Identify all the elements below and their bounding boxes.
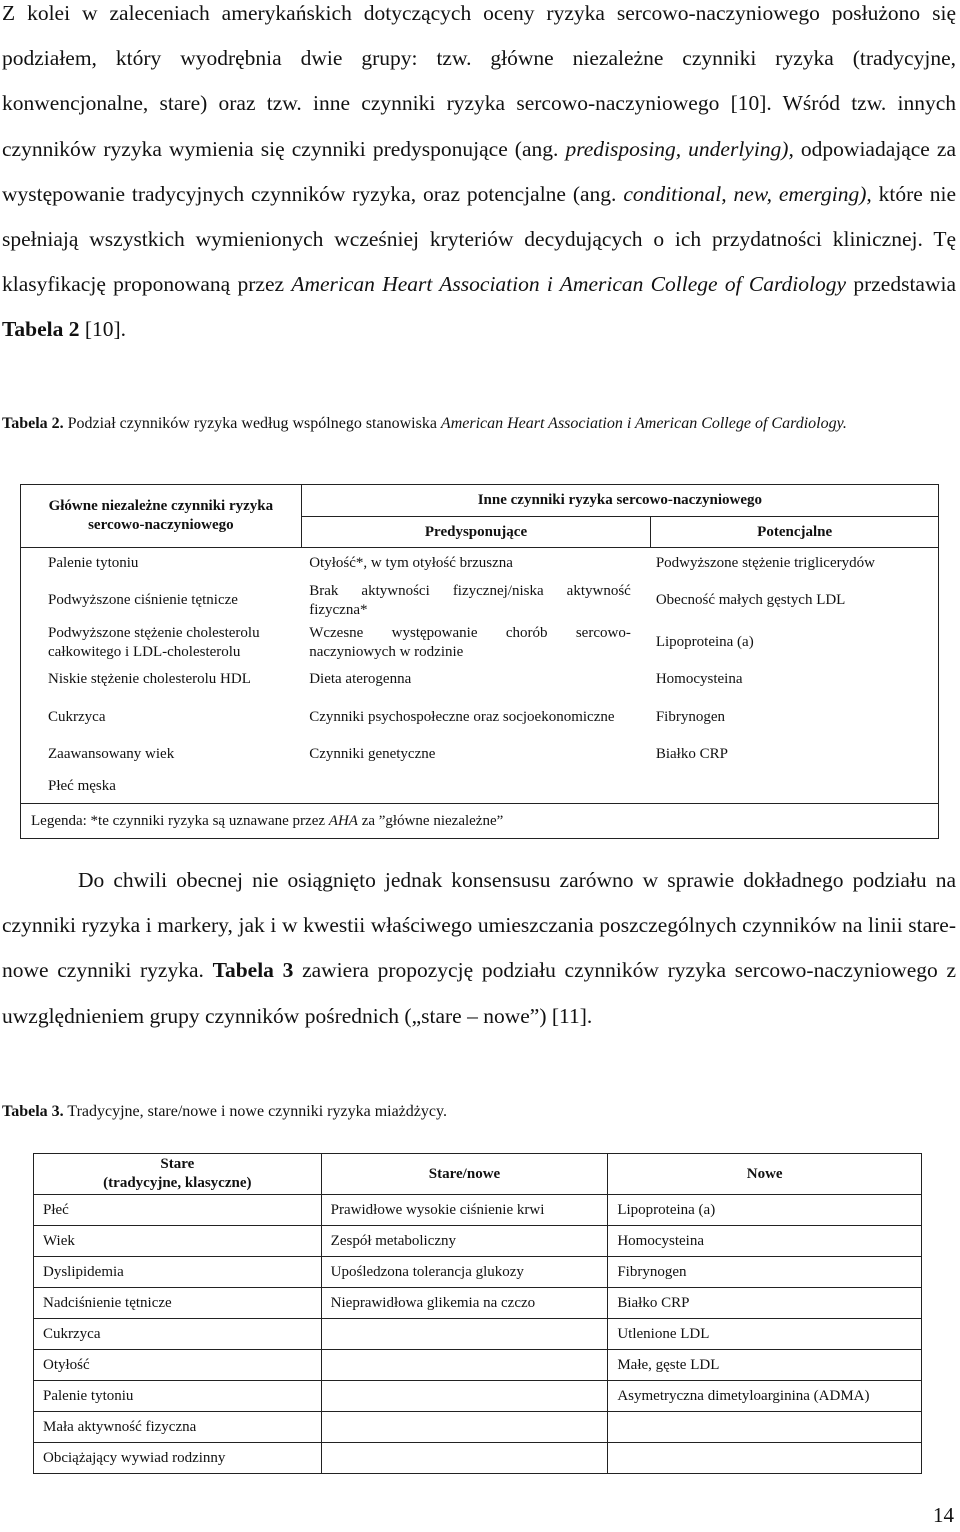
table-cell [321,1319,608,1350]
table-cell [651,770,939,804]
table-cell: Płeć męska [48,777,116,794]
table-cell: Homocysteina [608,1226,922,1257]
table3 [33,1153,922,1474]
table-cell: Dyslipidemia [34,1257,322,1288]
intro-paragraph [2,0,956,353]
table-cell: Zaawansowany wiek [48,746,175,762]
table-cell [608,1412,922,1443]
table-reference: Tabela 3 [212,958,294,983]
header-old-title: Stare [160,1156,195,1172]
table-row [34,1443,922,1474]
italic-run: predisposing, underlying), [565,136,794,161]
table-cell: Cukrzyca [34,1319,322,1350]
legend-part: za ”główne niezależne” [357,812,504,829]
table-cell: Asymetryczna dimetyloarginina (ADMA) [608,1381,922,1412]
table-row [21,740,939,770]
text-run: odpowiadające za występowanie tradycyjnych czynników ryzyka, oraz potencjalne (ang. [2,136,956,206]
table-cell: Mała aktywność fizyczna [34,1412,322,1443]
table-cell [321,1381,608,1412]
header-new: Nowe [608,1154,922,1195]
table-row [34,1350,922,1381]
table-cell [321,1350,608,1381]
table-cell: Otyłość [34,1350,322,1381]
italic-run: conditional, new, emerging), [623,181,872,206]
citation: [10]. [79,317,127,342]
table-cell: Podwyższone stężenie cholesterolu całkowitego i LDL-cholesterolu [48,624,260,660]
table-cell: Podwyższone stężenie triglicerydów [655,555,875,572]
table2-caption [2,413,958,435]
table-row [34,1195,922,1226]
table-row [21,696,939,740]
table-cell: Wczesne występowanie chorób sercowo-naczyniowych w rodzinie [309,624,631,660]
table-cell: Płeć [34,1195,322,1226]
table-cell: Wiek [34,1226,322,1257]
table-row [21,770,939,804]
table-row [21,580,939,622]
caption-label: Tabela 3. [2,1103,64,1120]
table-cell: Fibrynogen [608,1257,922,1288]
table-cell: Obecność małych gęstych LDL [655,592,846,608]
table-reference: Tabela 2 [2,317,80,342]
header-main-factors: Główne niezależne czynniki ryzyka sercowo-naczyniowego [21,485,302,548]
text-run: Z kolei w zaleceniach amerykańskich dotyczących oceny ryzyka sercowo-naczyniowego posłużono się podziałem, który wyodrębnia dwie grupy: tzw. główne niezależne czynniki ryzyka (tradycyjne, konwencjonalne, stare) oraz tzw. inne czynniki ryzyka sercowo-naczyniowego [10]. Wśród tzw. innych czynników ryzyka wymienia się czynniki predysponujące (ang. [2,1,956,161]
table-cell: Dieta aterogenna [309,671,412,687]
table-row [21,548,939,580]
header-other-factors: Inne czynniki ryzyka sercowo-naczyniowego [477,492,762,508]
table-row [34,1257,922,1288]
table-cell: Obciążający wywiad rodzinny [34,1443,322,1474]
table-cell: Brak aktywności fizycznej/niska aktywność fizyczna* [309,582,631,618]
header-old-new: Stare/nowe [321,1154,608,1195]
table-cell [301,770,651,804]
table-cell: Małe, gęste LDL [608,1350,922,1381]
table-row [21,664,939,696]
table-row [34,1412,922,1443]
page-number: 14 [933,1503,954,1527]
table-cell: Prawidłowe wysokie ciśnienie krwi [321,1195,608,1226]
text-run: przedstawia [846,272,957,297]
table-cell: Podwyższone ciśnienie tętnicze [48,592,238,608]
table-cell: Białko CRP [655,746,728,762]
header-potential: Potencjalne [757,523,833,540]
table-row [34,1226,922,1257]
table-cell [321,1412,608,1443]
legend-part: Legenda: *te czynniki ryzyka są uznawane przez [31,812,329,829]
header-predisposing: Predysponujące [301,517,651,548]
consensus-paragraph [2,858,956,1039]
table-legend [21,804,939,839]
caption-text: Tradycyjne, stare/nowe i nowe czynniki ryzyka miażdżycy. [63,1103,447,1120]
header-old-subtitle: (tradycyjne, klasyczne) [103,1175,252,1191]
table-cell: Nadciśnienie tętnicze [34,1288,322,1319]
caption-label: Tabela 2. [2,415,64,432]
table3-caption [2,1101,958,1123]
table-row [34,1319,922,1350]
caption-italic: American Heart Association i American College of Cardiology. [440,415,847,432]
table-cell: Upośledzona tolerancja glukozy [321,1257,608,1288]
table-row [21,622,939,664]
table-cell: Lipoproteina (a) [655,634,754,650]
table-cell: Niskie stężenie cholesterolu HDL [48,671,251,687]
table-cell: Otyłość*, w tym otyłość brzuszna [309,555,513,572]
table-cell [608,1443,922,1474]
table-row [34,1381,922,1412]
table2 [20,484,939,839]
table-row [34,1288,922,1319]
text-run: Do chwili obecnej nie osiągnięto jednak konsensusu zarówno w sprawie dokładnego podziału na czynniki ryzyka i markery, jak i w kwestii właściwego umieszczania poszczególnych czynników na linii stare-nowe czynniki ryzyka. [2,868,956,983]
table-cell: Fibrynogen [655,709,725,725]
table-cell [321,1443,608,1474]
table-cell: Czynniki psychospołeczne oraz socjoekonomiczne [309,709,615,725]
italic-run: American Heart Association i American College of Cardiology [291,272,847,297]
table-cell: Homocysteina [655,671,743,687]
header-old [34,1154,322,1195]
text-run: które nie spełniają wszystkich wymienionych wcześniej kryteriów decydujących o ich przydatności klinicznej. Tę klasyfikację proponowaną przez [2,181,956,297]
table-cell: Cukrzyca [48,709,106,725]
table-cell: Palenie tytoniu [34,1381,322,1412]
caption-text: Podział czynników ryzyka według wspólnego stanowiska [63,415,441,432]
table-cell: Lipoproteina (a) [608,1195,922,1226]
table-cell: Czynniki genetyczne [309,746,436,762]
table-cell: Utlenione LDL [608,1319,922,1350]
table-cell: Nieprawidłowa glikemia na czczo [321,1288,608,1319]
text-run: zawiera propozycję podziału czynników ryzyka sercowo-naczyniowego z uwzględnieniem grupy czynników pośrednich („stare – nowe”) [11]. [2,958,956,1028]
table-cell: Palenie tytoniu [48,555,139,572]
legend-text [21,804,939,839]
legend-italic: AHA [328,812,358,829]
table-cell: Zespół metaboliczny [321,1226,608,1257]
table-cell: Białko CRP [608,1288,922,1319]
